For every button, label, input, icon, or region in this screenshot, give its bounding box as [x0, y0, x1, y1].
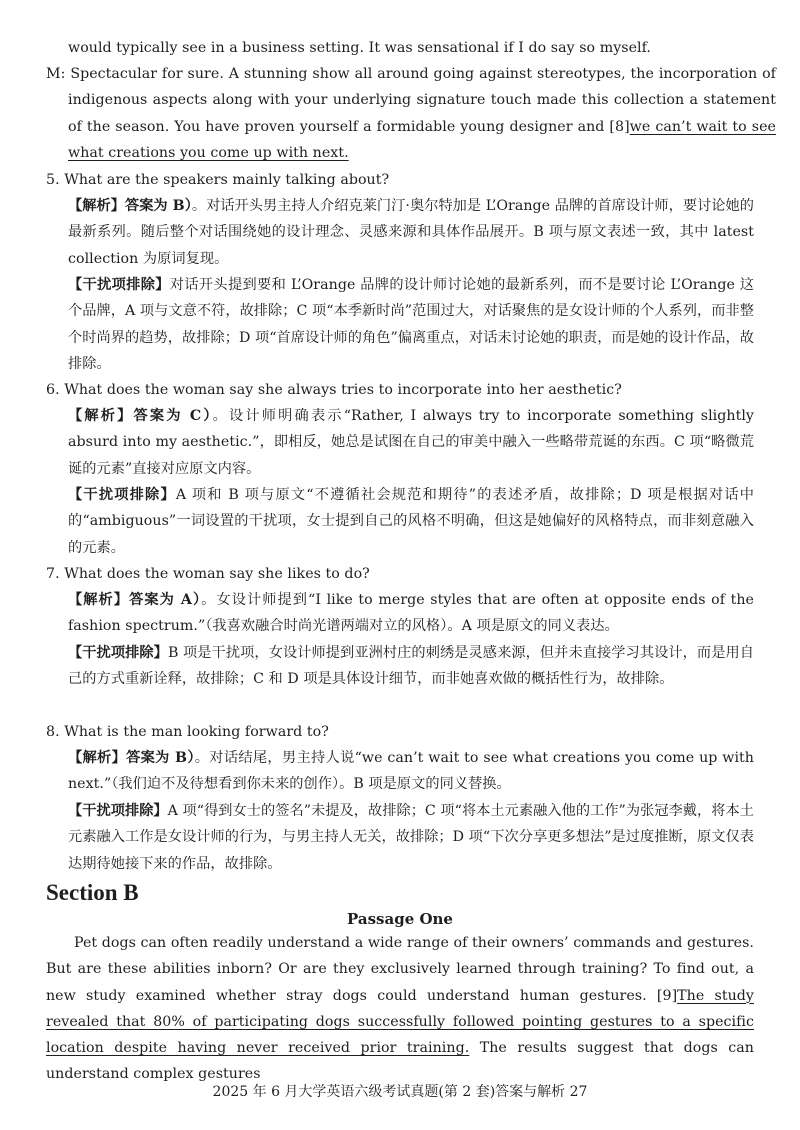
distractor-text: A 项“得到女士的签名”未提及，故排除；C 项“将本土元素融入他的工作”为张冠李戴，将本土元素融入工作是女设计师的行为，与男主持人无关，故排除；D 项“下次分享更多想法”是过度推断，原文仅表达期待她接下来的作品，故排除。: [68, 803, 754, 872]
analysis-text: 。对话开头男主持人介绍克莱门汀·奥尔特加是 L’Orange 品牌的首席设计师，要讨论她的最新系列。随后整个对话围绕她的设计理念、灵感来源和具体作品展开。B 项与原文表述一致，其中 latest collection 为原词复现。: [68, 198, 755, 267]
q7-analysis: [68, 587, 754, 640]
analysis-text: 。设计师明确表示“Rather, I always try to incorporate something slightly absurd into my aesthetic.”，即相反，她总是试图在自己的审美中融入一些略带荒诞的东西。C 项“略微荒诞的元素”直接对应原文内容。: [68, 408, 754, 477]
underlined-answer: we can’t wait to see what creations you come up with next.: [68, 118, 776, 161]
distractor-label: 【干扰项排除】: [68, 645, 168, 661]
analysis-label: 【解析】: [68, 198, 125, 214]
answer-label: 答案为 A）: [129, 592, 202, 608]
question-7: 7. What does the woman say she likes to do?: [46, 566, 370, 582]
passage-text: Pet dogs can often readily understand a wide range of their owners’ commands and gestures. But are these abilities inborn? Or are they exclusively learned through training? To find out, a new study examined whether stray dogs could understand human gestures.: [46, 935, 754, 1004]
answer-label: 答案为 B）: [126, 750, 195, 766]
speaker-text: Spectacular for sure. A stunning show all around going against stereotypes, the incorporation of indigenous aspects along with your underlying signature touch made this collection a statement of the season. You have proven yourself a formidable young designer and: [65, 66, 776, 135]
section-title: Section B: [46, 880, 139, 905]
question-8: 8. What is the man looking forward to?: [46, 724, 329, 740]
distractor-text: A 项和 B 项与原文“不遵循社会规范和期待”的表述矛盾，故排除；D 项是根据对话中的“ambiguous”一词设置的干扰项，女士提到自己的风格不明确，但这是她偏好的风格特点，而非刻意融入的元素。: [68, 487, 754, 556]
distractor-label: 【干扰项排除】: [68, 487, 176, 503]
page-footer: 2025 年 6 月大学英语六级考试真题(第 2 套)答案与解析 27: [212, 1084, 588, 1100]
analysis-text: 。对话结尾，男主持人说“we can’t wait to see what creations you come up with next.”（我们迫不及待想看到你未来的创作）。B 项是原文的同义替换。: [68, 750, 754, 793]
question-5: 5. What are the speakers mainly talking about?: [46, 172, 390, 188]
answer-marker: [8]: [609, 118, 630, 135]
analysis-label: 【解析】: [68, 408, 134, 424]
q5-analysis: [68, 193, 754, 272]
q8-distractor: [68, 798, 754, 877]
q6-analysis: [68, 403, 754, 482]
answer-label: 答案为 C）: [133, 408, 213, 424]
distractor-text: 对话开头提到要和 L’Orange 品牌的设计师讨论她的最新系列，而不是要讨论 L’Orange 这个品牌，A 项与文意不符，故排除；C 项“本季新时尚”范围过大，对话聚焦的是女设计师的个人系列，而非整个时尚界的趋势，故排除；D 项“首席设计师的角色”偏离重点，对话未讨论她的职责，而是她的设计作品，故排除。: [68, 277, 754, 372]
question-6: 6. What does the woman say she always tries to incorporate into her aesthetic?: [46, 382, 622, 398]
passage-text-end: The results suggest that dogs can understand complex gestures: [46, 1040, 754, 1083]
underlined-answer: The study revealed that 80% of participating dogs successfully followed pointing gestures to a specific location despite having never received prior training.: [46, 987, 754, 1057]
passage-paragraph: [46, 930, 754, 1088]
distractor-label: 【干扰项排除】: [68, 803, 168, 819]
q5-distractor: [68, 272, 754, 377]
q7-distractor: [68, 640, 754, 693]
analysis-label: 【解析】: [68, 592, 130, 608]
distractor-text: B 项是干扰项，女设计师提到亚洲村庄的刺绣是灵感来源，但并未直接学习其设计，而是用自己的方式重新诠释，故排除；C 和 D 项是具体设计细节，而非她喜欢做的概括性行为，故排除。: [68, 645, 754, 688]
passage-title: Passage One: [347, 910, 453, 928]
q6-distractor: [68, 482, 754, 561]
analysis-label: 【解析】: [68, 750, 127, 766]
distractor-label: 【干扰项排除】: [68, 277, 170, 293]
speaker-label: M:: [46, 66, 66, 82]
analysis-text: 。女设计师提到“I like to merge styles that are often at opposite ends of the fashion spectrum.”（我喜欢融合时尚光谱两端对立的风格）。A 项是原文的同义表达。: [68, 592, 754, 635]
answer-marker: [9]: [656, 987, 678, 1004]
dialogue-m-line: [46, 61, 776, 166]
dialogue-line-end: would typically see in a business setting. It was sensational if I do say so myself.: [68, 40, 651, 56]
q8-analysis: [68, 745, 754, 798]
answer-label: 答案为 B）: [124, 198, 192, 214]
